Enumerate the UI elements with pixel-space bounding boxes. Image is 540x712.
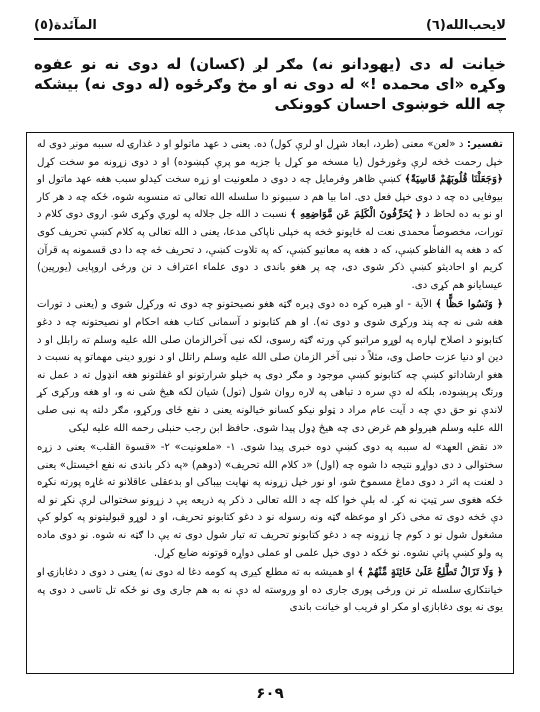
tafsir-paragraph-4 xyxy=(37,564,503,617)
book-title: لایحب‌الله(٦) xyxy=(425,17,506,33)
translation-text: خیانت له دی (یهودانو نه) مګر لږ (کسان) له دوی نه نو عفوه وکړه «ای محمده !» له دوی نه او مخ وګرځوه (له دوی نه) بیشکه چه الله خوښوی احسان کوونکی xyxy=(34,55,506,113)
tafsir-paragraph-1 xyxy=(37,136,503,294)
ayah-quote-3: ﴿ وَنَسُوا حَظًّا ﴾ xyxy=(435,298,503,311)
tafsir-text-1a: د «لعن» معنی (طرد، ابعاد شړل او لرې کول) ده. یعنی د عهد ماتولو او د غدارۍ له سببه مونږ دوی له خپل رحمت څخه لرې وغورځول (یا مسخه مو کړل یا جزیه مو پرې کېښوده) او د دوی زړونه مو سخت کړل xyxy=(37,139,503,168)
ayah-quote-1: ﴿وَجَعَلْنَا قُلُوبَهُمْ قَاسِيَةً﴾ xyxy=(404,173,503,186)
ayah-quote-4: ﴿ وَلَا تَزَالُ تَطَّلِعُ عَلَىٰ خَائِنَةٍ مِّنْهُمْ ﴾ xyxy=(357,566,504,579)
tafsir-box xyxy=(26,132,514,674)
tafsir-label: تفسیر: xyxy=(466,139,503,150)
header-rule xyxy=(34,38,506,40)
tafsir-paragraph-3: «د نقض العهد» له سببه په دوی کښې دوه خبری پیدا شوی. ١- «ملعونیت» ٢- «قسوة القلب» یعنی د زړه سختوالی د دی دواړو نتیجه دا شوه چه (اول) «د کلام الله تحریف» (دوهم) «په ذکر باندی نه نفع اخیستل» یعنی د لعنت په اثر د دوی دماغ مسموخ شو، او نور خپل زړونه په نهایت بیباکی او بدعقلی عاقلانو ته غاړه پورته نکړه ځکه هغوی سر ټیټ نه کړ. له بلې خوا کله چه د الله تعالی د ذکر په ذریعه یې د زړونو سختوالی لرې نکړ نو له دې څخه دوی ته مخی ذکر او موعظه ګټه ونه رسوله نو د دغو کتابونو تحریف، او د لوړو قبولیتونو په کولو کې مشغول شول نو د کوم چا زړونه چه د دغو کتابونو تحریف ته تیار شول دوی ته یې دا ګټه نه شوه. نو دوی ماده په ولو کښې پاتې نشوه. نو ځکه د دوی خپل علمی او عملی دواړه قوتونه ضایع کړل. xyxy=(37,442,504,559)
page-number: ۶۰۹ xyxy=(256,684,284,702)
tafsir-text-4: او همیشه به ته مطلع کیږی په کومه دغا له دوی نه) یعنی د دوی د دغابازۍ او خیانتکارۍ سلسله تر نن ورځی پوری جاری ده او وروسته له دې نه به هم جاری وی نو ځکه تل تاسی د دوی په یوی نه یوی دغابازۍ او مکر او فریب او خیانت باندی xyxy=(37,567,503,614)
page-header xyxy=(34,14,506,36)
ayah-quote-2: ﴿ يُحَرِّفُونَ الْكَلِمَ عَن مَّوَاضِعِهِ ﴾ xyxy=(290,208,422,221)
translation-block xyxy=(34,54,506,114)
tafsir-paragraph-2 xyxy=(37,296,503,437)
tafsir-text-1c: نسبت د الله جل جلاله په لوري وکړی شو. اروی دوی کلام د تورات، مخصوصاً محمدی نعت له ځایونو څخه په خپلی ناپاکی مدعا، یعنی د الله تعالی په کلام کښې تحریف کوی که د هغه په الفاظو کښې، که د هغه په معانیو کښې، که په تلاوت کښې، د تحریف څه چه دا دی قسمونه په قرآن کریم او احادیثو کښې ذکر شوی دی، چه پر هغو باندی د دوی علماء اعتراف د نن ورځی اروپایی (یورپین) عیسایانو هم کړی دی. xyxy=(37,209,503,291)
tafsir-text-1b: کښې ظاهر وفرمایل چه د دوی د ملعونیت او زړه سخت کیدلو سبب هغه عهد ماتول او بیوفایی ده چه د دوی خپل فعل دی. اما بیا هم د سببونو دا سلسله الله تعالی ته منسوبه شوه، ځکه چه د هر کار او نو به ده لحاظ د xyxy=(37,174,503,221)
tafsir-text-2: الآية - او هیره کړه ده دوی ډیره ګټه هغو نصیحتونو چه دوی ته ورکړل شوی و (یعنی د تورات هغه شی نه چه پند ورکړی شوی و دوی ته). او هم کتابونو د آسمانی کتاب هغه احکام او نصیحتونه چه د دغو کتابونو د اصلاح لپاره په لوړو مراتبو کې ورته ګټه رسوی، لکه نبی آخرالزمان صلی الله علیه وسلم ته رابلل او د دین او دنیا عزت حاصل وی، مثلاً د نبی آخر الزمان صلی الله علیه وسلم راتلل او د نورو دینی مهماتو په نسبت د هغو ارشاداتو کښې چه کتابونو کښې موجود و مګر دوی په خپلو شرارتونو او غفلتونو هغه انډول ته د عمل نه ورتګ پرېښوده، بلکه له دې سره د تباهی په لاره روان شول (تول) شیان لکه هیڅ شی نه و، او هغه ورکړی کړ لاندې نو حق دي چه د آیت عام مراد د ټولو نیکو کسانو خیالونه یعنی د نفع ځای ورکړو، مګر دلته په نبی صلی الله علیه وسلم هیرولو هم غرض دی چه هیڅ ډول پیدا شوی. حافظ ابن رجب حنبلی رحمه الله علیه لیکی xyxy=(37,299,503,434)
surah-title: المآئدة(٥) xyxy=(34,17,97,33)
